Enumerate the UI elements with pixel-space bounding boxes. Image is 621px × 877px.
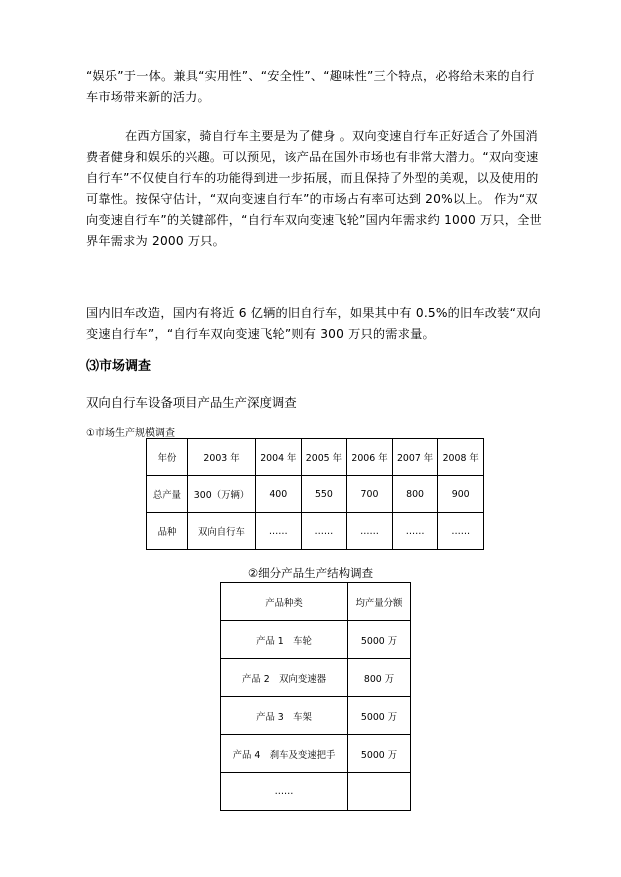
table-cell: 5000 万 [348, 735, 411, 773]
table-cell: …… [221, 773, 348, 811]
table-cell: …… [256, 513, 302, 550]
table-cell: 2003 年 [188, 439, 256, 476]
table-cell: 产品 3 车架 [221, 697, 348, 735]
table-header-row [221, 583, 411, 621]
table-cell: 2005 年 [301, 439, 347, 476]
table-row [221, 773, 411, 811]
table-cell: 800 [392, 476, 438, 513]
table-header-cell: 产品种类 [221, 583, 348, 621]
paragraph-intro-continuation: “娱乐”于一体。兼具“实用性”、“安全性”、“趣味性”三个特点，必将给未来的自行车市场带来新的活力。 [86, 69, 535, 104]
table-cell: 2004 年 [256, 439, 302, 476]
table-cell: 品种 [147, 513, 188, 550]
table-cell: …… [347, 513, 393, 550]
table-cell: …… [392, 513, 438, 550]
table-cell: 双向自行车 [188, 513, 256, 550]
paragraph-western-market: 在西方国家，骑自行车主要是为了健身 。双向变速自行车正好适合了外国消费者健身和娱乐的兴趣。可以预见，该产品在国外市场也有非常大潜力。“双向变速自行车”不仅使自行车的功能得到进一步拓展，而且保持了外型的美观，以及使用的可靠性。按保守估计，“双向变速自行车”的市场占有率可达到 20%以上。 作为“双向变速自行车”的关键部件，“自行车双向变速飞轮”国内年需求约 1000 万只，全世界年需求为 2000 万只。 [86, 129, 542, 248]
table-row [147, 439, 484, 476]
table-cell: 550 [301, 476, 347, 513]
table-cell: 800 万 [348, 659, 411, 697]
table-row [147, 513, 484, 550]
table-cell: 300（万辆） [188, 476, 256, 513]
table-cell: 产品 1 车轮 [221, 621, 348, 659]
table-cell: 2007 年 [392, 439, 438, 476]
table-row [221, 735, 411, 773]
table-cell [348, 773, 411, 811]
table-cell: 400 [256, 476, 302, 513]
table-cell: 总产量 [147, 476, 188, 513]
table-cell: 5000 万 [348, 621, 411, 659]
product-structure-table [220, 582, 411, 811]
table-cell: 5000 万 [348, 697, 411, 735]
table1-caption: ①市场生产规模调查 [86, 428, 175, 439]
table-cell: 产品 4 刹车及变速把手 [221, 735, 348, 773]
table-cell: 2008 年 [438, 439, 484, 476]
paragraph-domestic-retrofit: 国内旧车改造，国内有将近 6 亿辆的旧自行车，如果其中有 0.5%的旧车改装“双向变速自行车”，“自行车双向变速飞轮”则有 300 万只的需求量。 [86, 306, 541, 341]
table-cell: …… [301, 513, 347, 550]
table-row [147, 476, 484, 513]
table-cell: 产品 2 双向变速器 [221, 659, 348, 697]
table-row [221, 659, 411, 697]
table-cell: 900 [438, 476, 484, 513]
table-row [221, 697, 411, 735]
table-cell: 2006 年 [347, 439, 393, 476]
section-heading: ⑶市场调查 [86, 359, 152, 374]
table-row [221, 621, 411, 659]
table-header-cell: 均产量分额 [348, 583, 411, 621]
production-scale-table [146, 438, 484, 550]
table-cell: …… [438, 513, 484, 550]
survey-title: 双向自行车设备项目产品生产深度调查 [86, 395, 297, 410]
table2-caption: ②细分产品生产结构调查 [247, 566, 374, 580]
table-cell: 700 [347, 476, 393, 513]
table-cell: 年份 [147, 439, 188, 476]
